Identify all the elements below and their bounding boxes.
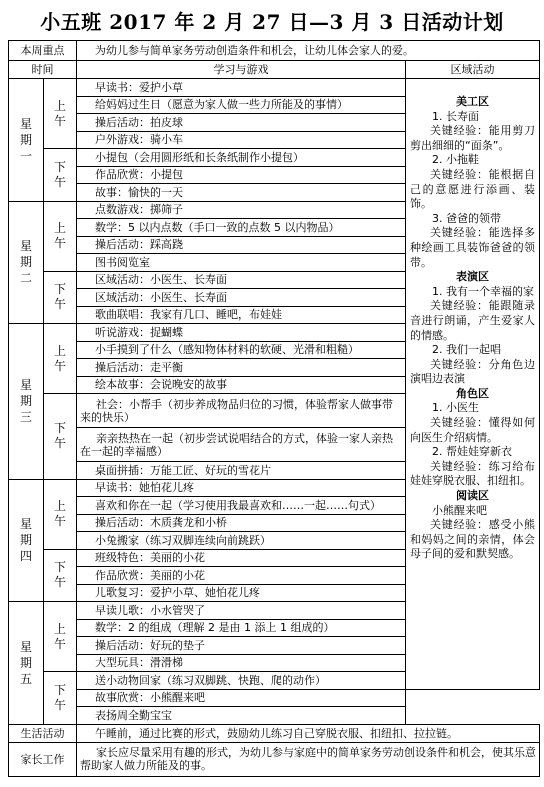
activity: 早读儿歌：小水管哭了 [77,602,406,620]
activity: 小提包（会用圆形纸和长条纸制作小提包） [77,149,406,167]
area-section-title: 美工区 [456,95,489,108]
activity: 数学：5 以内点数（手口一致的点数 5 以内物品） [77,219,406,237]
area-section-title: 表演区 [456,270,489,284]
am-label: 上 午 [44,602,77,672]
day-label: 星 期 五 [9,602,44,725]
time-header: 时间 [9,61,77,79]
am-label: 上 午 [44,201,77,271]
area-header: 区域活动 [406,61,540,79]
area-item: 1. 长寿面 [432,109,479,123]
am-label: 上 午 [44,479,77,549]
life-text: 午睡前，通过比赛的形式，鼓励幼儿练习自己穿脱衣服、扣纽扣、拉拉链。 [77,724,540,742]
activity: 歌曲联唱：我家有几口、睡吧，布娃娃 [77,306,406,324]
activity: 绘本故事：会说晚安的故事 [77,376,406,394]
life-label: 生活活动 [9,724,77,742]
area-key: 关键经验：懂得如何向医生介绍病情。 [410,416,535,444]
activity: 故事：愉快的一天 [77,184,406,202]
activity: 操后活动：拍皮球 [77,114,406,132]
activity: 图书阅览室 [77,254,406,272]
focus-text: 为幼儿参与简单家务劳动创造条件和机会，让幼儿体会家人的爱。 [77,41,540,61]
day-label: 星 期 一 [9,79,44,202]
am-label: 上 午 [44,324,77,394]
activity: 儿歌复习：爱护小草、她怕花儿疼 [77,584,406,602]
area-key: 关键经验：能用剪刀剪出细细的“面条”。 [410,124,535,152]
area-item: 1. 我有一个幸福的家 [432,284,534,298]
parent-label: 家长工作 [9,742,77,776]
activity: 班级特色：美丽的小花 [77,549,406,567]
activity: 小兔搬家（练习双脚连续向前跳跃） [77,532,406,550]
activity: 作品欣赏：小提包 [77,166,406,184]
activity: 亲亲热热在一起（初步尝试说唱结合的方式，体验一家人亲热在一起的幸福感） [77,428,406,462]
activity: 送小动物回家（练习双脚跳、快跑、爬的动作） [77,672,406,690]
activity: 点数游戏：掷筛子 [77,201,406,219]
area-key: 关键经验：能跟随录音进行朗诵，产生爱家人的情感。 [410,299,535,342]
activity: 早读书：她怕花儿疼 [77,479,406,497]
learn-header: 学习与游戏 [77,61,406,79]
activity: 早读书：爱护小草 [77,79,406,97]
plan-table [8,40,540,777]
activity: 表扬周全勤宝宝 [77,707,406,725]
activity: 桌面拼插：万能工匠、好玩的雪花片 [77,462,406,480]
activity: 数学：2 的组成（理解 2 是由 1 添上 1 组成的） [77,619,406,637]
activity: 区域活动：小医生、长寿面 [77,289,406,307]
area-item: 2. 我们一起唱 [432,343,501,357]
activity: 操后活动：木质龚龙和小桥 [77,514,406,532]
area-key: 关键经验：能根据自己的意愿进行添画、装饰。 [410,167,535,211]
activity: 操后活动：好玩的垫子 [77,637,406,655]
area-item: 小熊醒来吧 [432,503,487,517]
activity: 大型玩具：滑滑梯 [77,654,406,672]
focus-label: 本周重点 [9,41,77,61]
area-key: 关键经验：分角色边演唱边表演 [410,357,535,386]
area-item: 2. 帮娃娃穿新衣 [432,445,512,459]
area-key: 关键经验：能选择多种绘画工具装饰爸爸的领带。 [410,226,535,269]
activity: 作品欣赏：美丽的小花 [77,567,406,585]
activity: 故事欣赏：小熊醒来吧 [77,689,406,707]
activity: 小手摸到了什么（感知物体材料的软硬、光滑和粗糙） [77,341,406,359]
activity: 户外游戏：骑小车 [77,131,406,149]
activity: 操后活动：踩高跷 [77,236,406,254]
activity: 区域活动：小医生、长寿面 [77,271,406,289]
day-label: 星 期 四 [9,479,44,602]
activity: 给妈妈过生日（愿意为家人做一些力所能及的事情） [77,96,406,114]
area-activities [406,79,540,690]
activity: 操后活动：走平衡 [77,359,406,377]
activity: 听说游戏：捉蝴蝶 [77,324,406,342]
area-item: 2. 小拖鞋 [432,153,479,167]
activity: 社会：小帮手（初步养成物品归位的习惯，体验帮家人做事带来的快乐） [77,394,406,428]
plan-title: 小五班 2017 年 2 月 27 日—3 月 3 日活动计划 [40,10,504,34]
day-label: 星 期 三 [9,324,44,480]
area-key: 关键经验：练习给布娃娃穿脱衣服、扣纽扣。 [410,459,535,488]
parent-text: 家长应尽量采用有趣的形式，为幼儿参与家庭中的简单家务劳动创设条件和机会，使其乐意帮助家人做力所能及的事。 [77,742,540,776]
pm-label: 下 午 [44,394,77,480]
area-key: 关键经验：感受小熊和妈妈之间的亲情，体会母子间的爱和默契感。 [410,518,535,561]
area-section-title: 角色区 [456,386,489,400]
pm-label: 下 午 [44,149,77,202]
pm-label: 下 午 [44,672,77,725]
pm-label: 下 午 [44,549,77,602]
area-item: 3. 爸爸的领带 [432,211,501,225]
area-item: 1. 小医生 [432,401,479,415]
activity: 喜欢和你在一起（学习使用我最喜欢和……一起……句式） [77,497,406,515]
pm-label: 下 午 [44,271,77,324]
area-section-title: 阅读区 [456,489,489,503]
am-label: 上 午 [44,79,77,149]
day-label: 星 期 二 [9,201,44,324]
